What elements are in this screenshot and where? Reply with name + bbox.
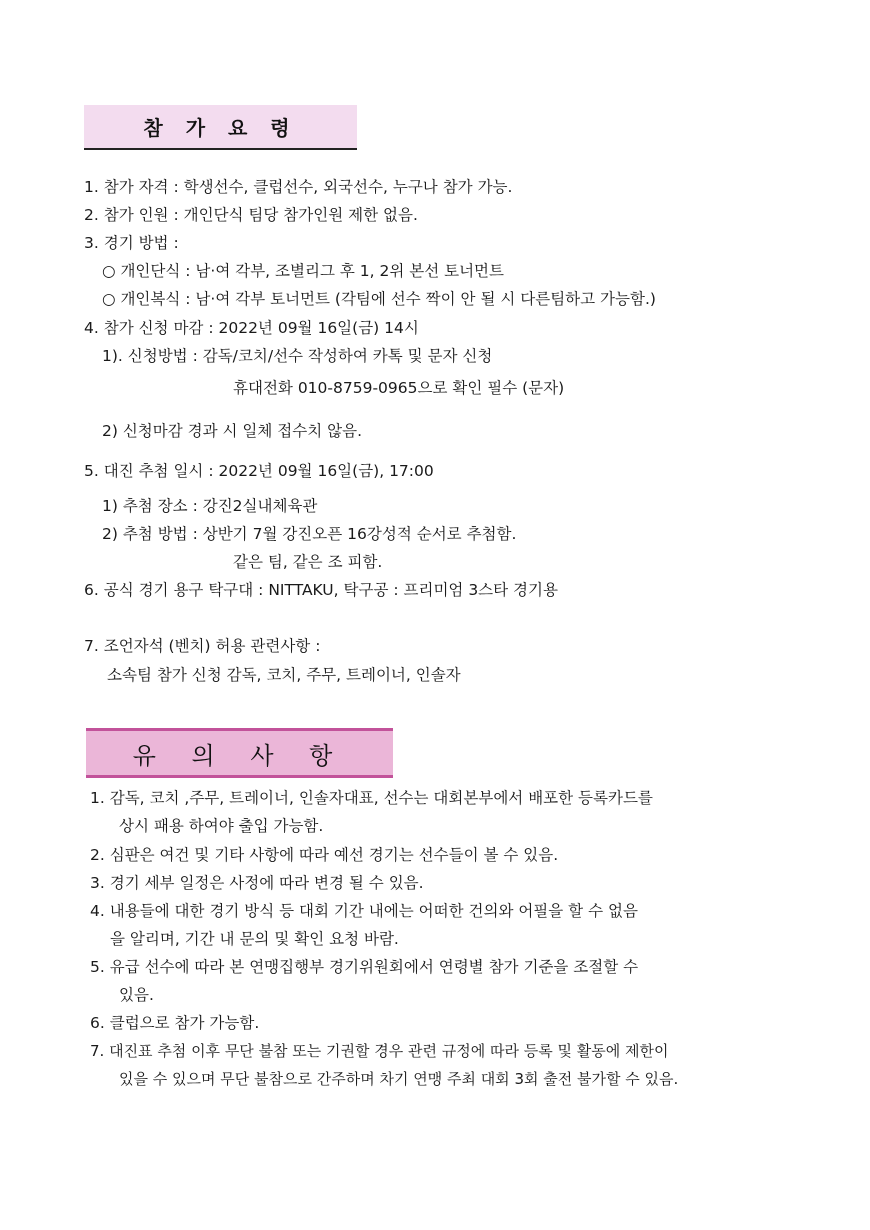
text-line: 6. 공식 경기 용구 탁구대 : NITTAKU, 탁구공 : 프리미엄 3스타 경기용 (84, 581, 558, 599)
text-line: 2. 참가 인원 : 개인단식 팀당 참가인원 제한 없음. (84, 206, 418, 224)
text-line: 4. 내용들에 대한 경기 방식 등 대회 기간 내에는 어떠한 건의와 어필을 할 수 없음 (90, 902, 638, 920)
text-line: ○ 개인복식 : 남·여 각부 토너먼트 (각팀에 선수 짝이 안 될 시 다른팀하고 가능함.) (102, 290, 656, 308)
text-line: 2) 추첨 방법 : 상반기 7월 강진오픈 16강성적 순서로 추첨함. (102, 525, 517, 543)
text-line: 소속팀 참가 신청 감독, 코치, 주무, 트레이너, 인솔자 (107, 666, 461, 684)
section-title-notice-box (86, 728, 393, 778)
text-line: 1). 신청방법 : 감독/코치/선수 작성하여 카톡 및 문자 신청 (102, 347, 493, 365)
text-line: 1. 참가 자격 : 학생선수, 클럽선수, 외국선수, 누구나 참가 가능. (84, 178, 513, 196)
section-title-notice: 유 의 사 항 (132, 741, 347, 770)
text-line: 4. 참가 신청 마감 : 2022년 09월 16일(금) 14시 (84, 319, 419, 337)
text-line: 2. 심판은 여건 및 기타 사항에 따라 예선 경기는 선수들이 볼 수 있음. (90, 846, 559, 864)
text-line: 7. 조언자석 (벤치) 허용 관련사항 : (84, 637, 321, 655)
text-line: 3. 경기 방법 : (84, 234, 179, 252)
text-line: ○ 개인단식 : 남·여 각부, 조별리그 후 1, 2위 본선 토너먼트 (102, 262, 504, 280)
text-line: 3. 경기 세부 일정은 사정에 따라 변경 될 수 있음. (90, 874, 424, 892)
text-line: 2) 신청마감 경과 시 일체 접수치 않음. (102, 422, 363, 440)
section-title-participation: 참 가 요 령 (84, 105, 357, 150)
text-line: 을 알리며, 기간 내 문의 및 확인 요청 바람. (110, 930, 399, 948)
text-line: 상시 패용 하여야 출입 가능함. (119, 817, 324, 835)
text-line: 있을 수 있으며 무단 불참으로 간주하며 차기 연맹 주최 대회 3회 출전 불가할 수 있음. (119, 1070, 679, 1088)
text-line: 5. 유급 선수에 따라 본 연맹집행부 경기위원회에서 연령별 참가 기준을 조절할 수 (90, 958, 639, 976)
text-line: 휴대전화 010-8759-0965으로 확인 필수 (문자) (233, 379, 565, 397)
text-line: 6. 클럽으로 참가 가능함. (90, 1014, 260, 1032)
text-line: 5. 대진 추첨 일시 : 2022년 09월 16일(금), 17:00 (84, 462, 434, 480)
text-line: 1) 추첨 장소 : 강진2실내체육관 (102, 497, 318, 515)
text-line: 있음. (119, 986, 154, 1004)
text-line: 같은 팀, 같은 조 피함. (233, 553, 383, 571)
text-line: 1. 감독, 코치 ,주무, 트레이너, 인솔자대표, 선수는 대회본부에서 배포한 등록카드를 (90, 789, 653, 807)
text-line: 7. 대진표 추첨 이후 무단 불참 또는 기권할 경우 관련 규정에 따라 등록 및 활동에 제한이 (90, 1042, 669, 1060)
